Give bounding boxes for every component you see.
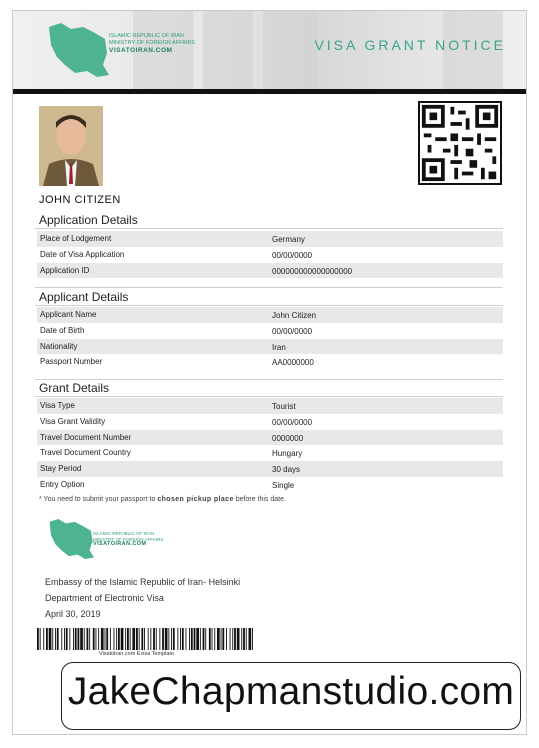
barcode-bar bbox=[191, 628, 193, 650]
submission-note: * You need to submit your passport to chosen pickup place before this date. bbox=[39, 496, 286, 503]
department-name: Department of Electronic Visa bbox=[45, 593, 164, 603]
barcode-bar bbox=[230, 628, 231, 650]
iran-map-logo-icon bbox=[43, 19, 113, 81]
barcode-bar bbox=[37, 628, 39, 650]
barcode-bar bbox=[136, 628, 138, 650]
barcode-bar bbox=[234, 628, 236, 650]
barcode-bar bbox=[87, 628, 89, 650]
barcode-bar bbox=[80, 628, 83, 650]
barcode-bar bbox=[105, 628, 106, 650]
barcode-bar bbox=[89, 628, 90, 650]
table-row: Travel Document Number 0000000 bbox=[37, 430, 503, 446]
table-row: Visa Type Tourist bbox=[37, 398, 503, 414]
barcode-bar bbox=[162, 628, 164, 650]
holder-name: JOHN CITIZEN bbox=[39, 194, 121, 206]
barcode-bar bbox=[55, 628, 56, 650]
applicant-details-title: Applicant Details bbox=[39, 290, 129, 304]
barcode-bar bbox=[221, 628, 222, 650]
barcode-bar bbox=[93, 628, 95, 650]
barcode-bar bbox=[153, 628, 155, 650]
application-details-title: Application Details bbox=[39, 213, 138, 227]
barcode-bar bbox=[222, 628, 224, 650]
barcode-bar bbox=[252, 628, 253, 650]
table-row: Date of Birth 00/00/0000 bbox=[40, 325, 313, 336]
table-row: Visa Grant Validity 00/00/0000 bbox=[40, 416, 313, 427]
iran-map-logo-icon bbox=[45, 516, 97, 562]
table-row: Entry Option Single bbox=[40, 479, 295, 490]
barcode-bar bbox=[139, 628, 140, 650]
document-title: VISA GRANT NOTICE bbox=[314, 37, 506, 53]
barcode-bar bbox=[78, 628, 80, 650]
watermark-box bbox=[61, 662, 521, 730]
barcode-bar bbox=[144, 628, 145, 650]
section-rule bbox=[35, 379, 503, 380]
barcode-bar bbox=[203, 628, 205, 650]
grant-details-title: Grant Details bbox=[39, 381, 110, 395]
header-photo bbox=[263, 11, 318, 91]
logo-line-1: ISLAMIC REPUBLIC OF IRAN bbox=[109, 33, 184, 39]
barcode-bar bbox=[106, 628, 108, 650]
barcode-bar bbox=[205, 628, 206, 650]
applicant-photo bbox=[39, 106, 103, 186]
barcode-bar bbox=[125, 628, 126, 650]
section-rule bbox=[35, 305, 503, 306]
barcode-bar bbox=[217, 628, 220, 650]
barcode-bar bbox=[130, 628, 131, 650]
ministry-logo-text bbox=[109, 33, 195, 54]
header-photo bbox=[203, 11, 253, 91]
barcode-bar bbox=[180, 628, 181, 650]
barcode-bar bbox=[61, 628, 62, 650]
barcode-bar bbox=[226, 628, 227, 650]
barcode-bar bbox=[241, 628, 242, 650]
logo-line-2: MINISTRY OF FOREIGN AFFAIRS bbox=[109, 40, 195, 46]
barcode-bar bbox=[141, 628, 143, 650]
barcode-bar bbox=[64, 628, 65, 650]
barcode-bar bbox=[159, 628, 160, 650]
barcode-bar bbox=[249, 628, 252, 650]
qr-code bbox=[418, 101, 502, 185]
barcode-bar bbox=[96, 628, 97, 650]
table-row: Place of Lodgement Germany bbox=[37, 231, 503, 247]
grant-details-table bbox=[37, 398, 503, 493]
barcode-bar bbox=[49, 628, 52, 650]
table-row: Application ID 000000000000000000 bbox=[37, 263, 503, 279]
section-rule bbox=[35, 396, 503, 397]
barcode-bar bbox=[150, 628, 151, 650]
table-row: Passport Number AA0000000 bbox=[40, 357, 314, 368]
applicant-details-table bbox=[37, 307, 503, 370]
application-details-table bbox=[37, 231, 503, 278]
barcode-bar bbox=[73, 628, 74, 650]
watermark-text: JakeChapmanstudio.com bbox=[67, 670, 515, 713]
barcode-bar bbox=[66, 628, 68, 650]
barcode-bar bbox=[243, 628, 245, 650]
barcode-bar bbox=[194, 628, 196, 650]
barcode-bar bbox=[43, 628, 44, 650]
barcode-caption: Visatoiran.com Evisa Template bbox=[99, 651, 174, 657]
section-rule bbox=[35, 228, 503, 229]
barcode-bar bbox=[46, 628, 48, 650]
barcode-bar bbox=[148, 628, 149, 650]
barcode-bar bbox=[209, 628, 211, 650]
barcode-bar bbox=[121, 628, 124, 650]
barcode-bar bbox=[98, 628, 99, 650]
barcode-bar bbox=[189, 628, 190, 650]
barcode-bar bbox=[232, 628, 233, 650]
barcode-bar bbox=[118, 628, 120, 650]
barcode-bar bbox=[246, 628, 247, 650]
barcode-bar bbox=[168, 628, 169, 650]
barcode-bar bbox=[57, 628, 59, 650]
issuer-block bbox=[45, 574, 240, 622]
table-row: Travel Document Country Hungary bbox=[40, 448, 303, 459]
section-rule bbox=[35, 287, 503, 288]
barcode-bar bbox=[110, 628, 111, 650]
barcode-bar bbox=[177, 628, 178, 650]
barcode-bar bbox=[214, 628, 215, 650]
barcode-bar bbox=[173, 628, 175, 650]
barcode-bar bbox=[171, 628, 172, 650]
table-row: Nationality Iran bbox=[37, 339, 503, 355]
barcode-bar bbox=[156, 628, 157, 650]
table-row: Date of Visa Application 00/00/0000 bbox=[40, 249, 313, 260]
barcode-bar bbox=[75, 628, 77, 650]
barcode-bar bbox=[52, 628, 53, 650]
barcode-bar bbox=[127, 628, 129, 650]
barcode-bar bbox=[101, 628, 104, 650]
embassy-name: Embassy of the Islamic Republic of Iran- Helsinki bbox=[45, 577, 241, 587]
logo-brand: VISATOIRAN.COM bbox=[109, 47, 173, 54]
barcode-bar bbox=[40, 628, 41, 650]
visa-grant-notice-document bbox=[12, 10, 527, 735]
table-row: Stay Period 30 days bbox=[37, 461, 503, 477]
barcode-bar bbox=[196, 628, 199, 650]
barcode-bar bbox=[116, 628, 117, 650]
barcode-bar bbox=[237, 628, 240, 650]
barcode-bar bbox=[212, 628, 213, 650]
header-divider-bar bbox=[13, 89, 526, 94]
header-banner bbox=[13, 11, 526, 91]
barcode-bar bbox=[69, 628, 70, 650]
barcode-bar bbox=[186, 628, 187, 650]
barcode-bar bbox=[165, 628, 168, 650]
table-row: Applicant Name John Citizen bbox=[37, 307, 503, 323]
issue-date: April 30, 2019 bbox=[45, 609, 101, 619]
footer-logo-text: ISLAMIC REPUBLIC OF IRAN MINISTRY OF FOREIGN AFFAIRS VISATOIRAN.COM bbox=[93, 531, 164, 547]
barcode-bar bbox=[84, 628, 85, 650]
barcode-bar bbox=[132, 628, 135, 650]
barcode-bar bbox=[182, 628, 184, 650]
barcode-bar bbox=[114, 628, 115, 650]
barcode-bar bbox=[200, 628, 201, 650]
